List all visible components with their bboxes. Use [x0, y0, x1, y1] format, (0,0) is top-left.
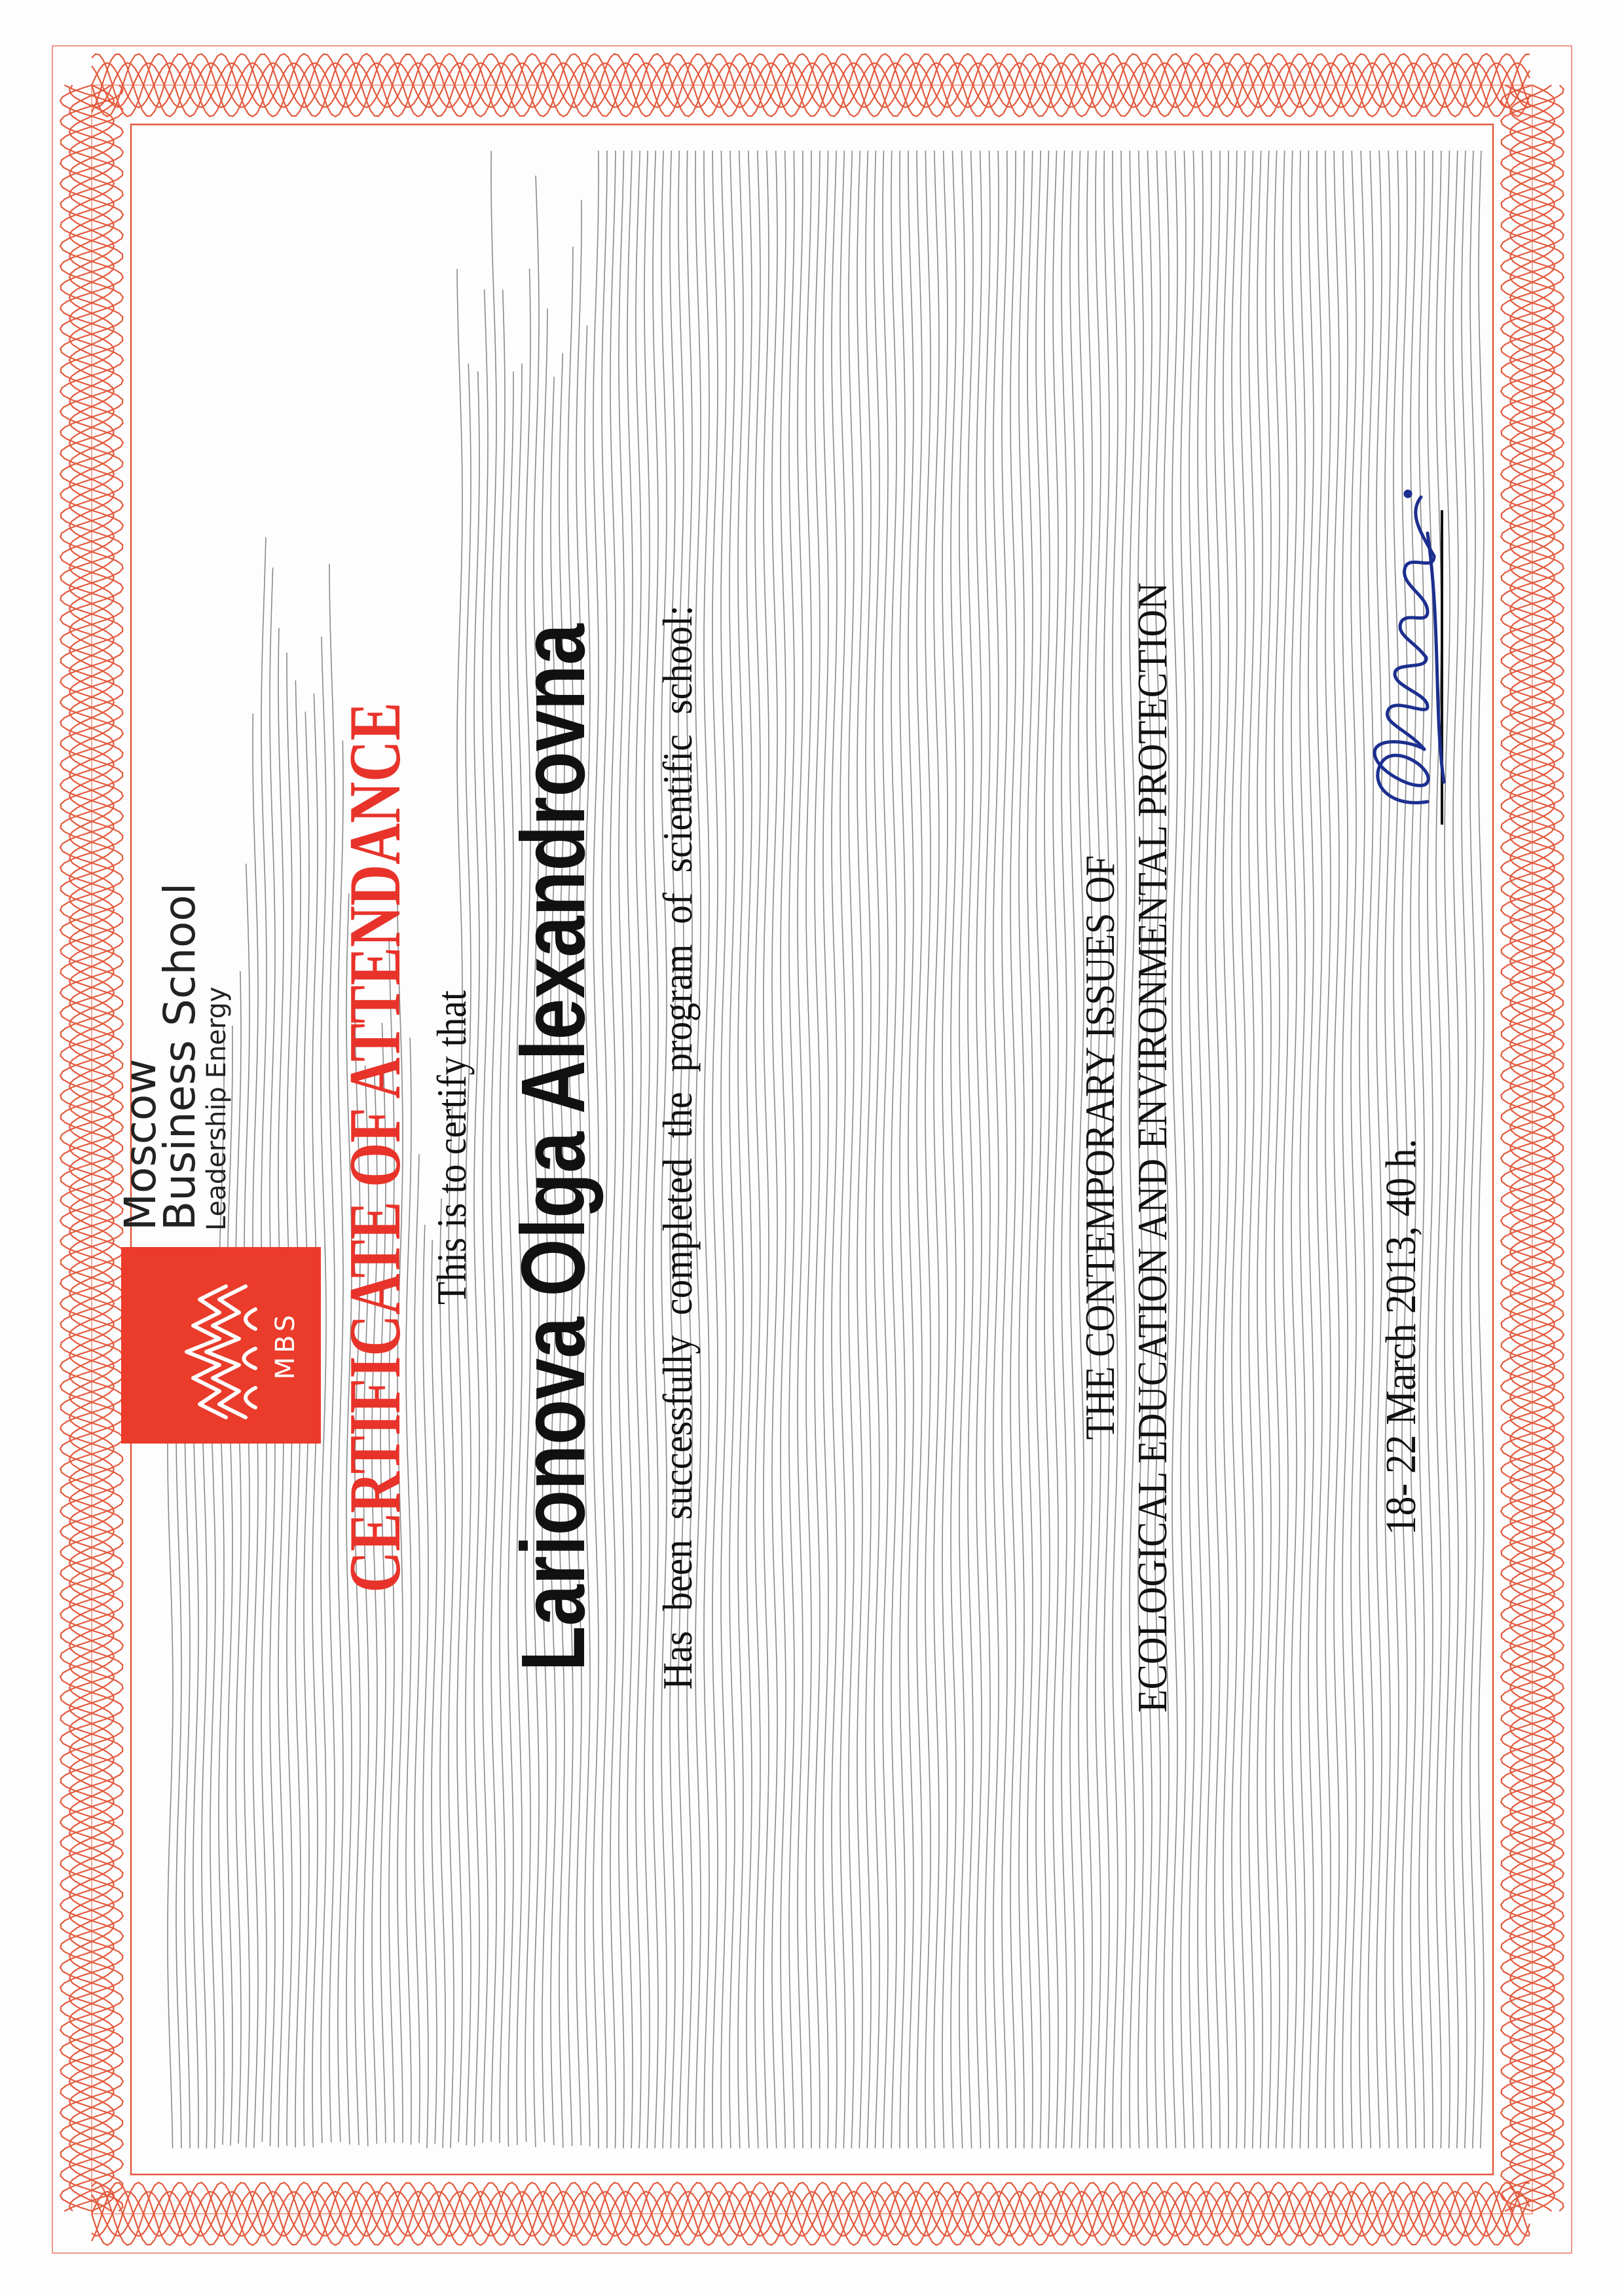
program-title-line1: THE CONTEMPORARY ISSUES OF	[1077, 855, 1123, 1440]
program-dates: 18- 22 March 2013, 40 h.	[1377, 1138, 1425, 1535]
logo-name-line2: Business School	[155, 882, 205, 1231]
mbs-logo	[121, 1247, 321, 1444]
certificate-title: CERTIFICATE OF ATTENDANCE	[335, 702, 416, 1593]
handwritten-signature	[1329, 481, 1460, 821]
logo-monogram: MBS	[270, 1311, 301, 1380]
logo-tagline: Leadership Energy	[202, 986, 232, 1231]
recipient-name: Larionova Olga Alexandrovna	[503, 624, 604, 1671]
logo-name-line1: Moscow	[115, 1058, 166, 1231]
program-title-line2: ECOLOGICAL EDUCATION AND ENVIRONMENTAL PROTECTION	[1129, 582, 1175, 1713]
intro-text: This is to certify that	[428, 990, 475, 1305]
completion-text: Has been successfully completed the program of scientific school:	[654, 605, 701, 1690]
